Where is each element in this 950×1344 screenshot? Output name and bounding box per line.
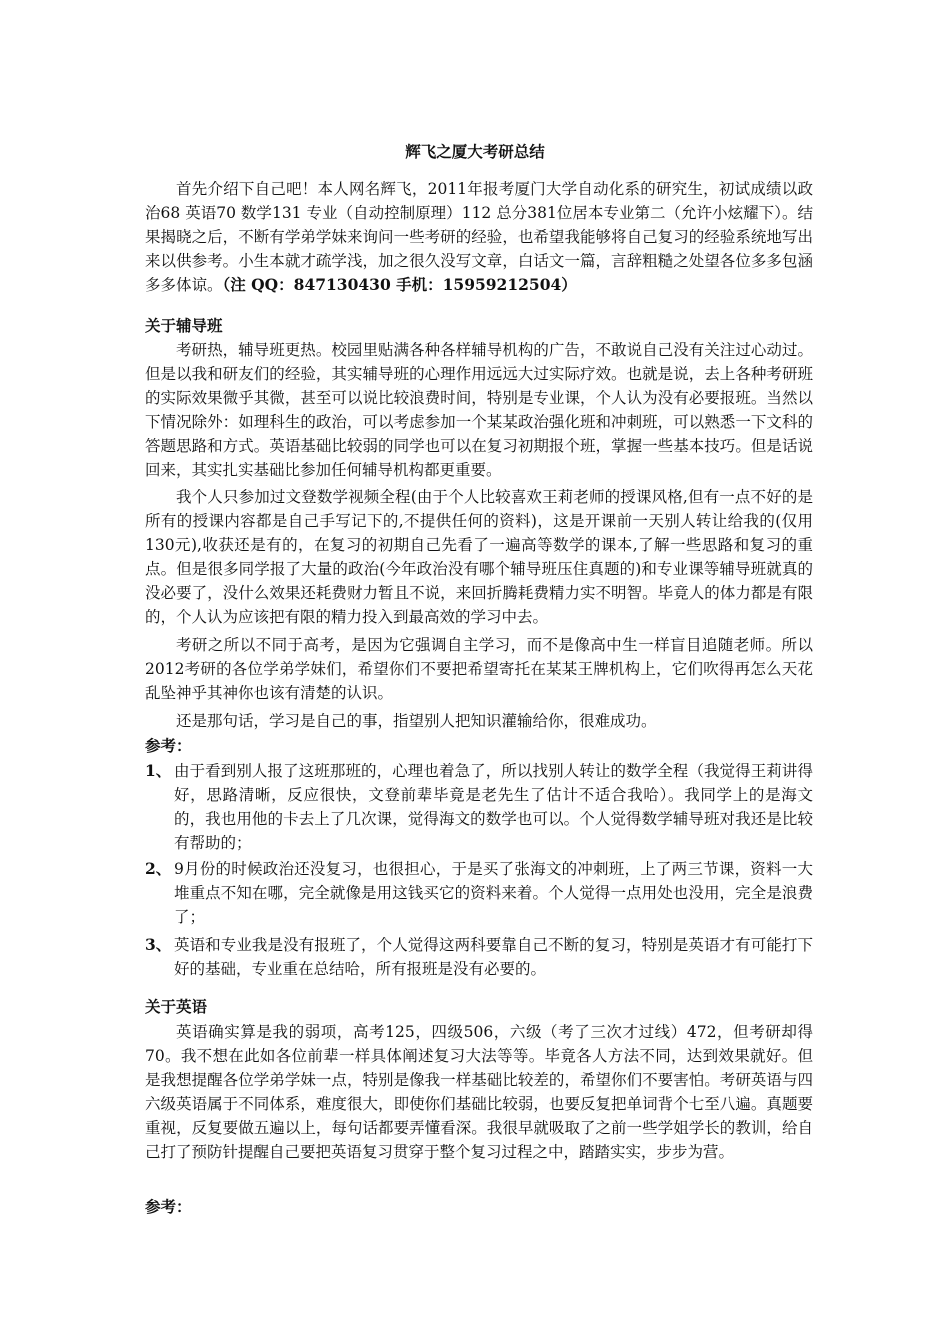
reference-item-1	[145, 759, 813, 855]
reference-number: 3、	[145, 935, 172, 954]
english-paragraph-1: 英语确实算是我的弱项，高考125，四级506，六级（考了三次才过线）472，但考研却得70。我不想在此如各位前辈一样具体阐述复习大法等等。毕竟各人方法不同，达到效果就好。但是我想提醒各位学弟学妹一点，特别是像我一样基础比较差的，希望你们不要害怕。考研英语与四六级英语属于不同体系，难度很大，即使你们基础比较弱，也要反复把单词背个七至八遍。真题要重视，反复要做五遍以上，每句话都要弄懂看深。我很早就吸取了之前一些学姐学长的教训，给自己打了预防针提醒自己要把英语复习贯穿于整个复习过程之中，踏踏实实，步步为营。	[145, 1023, 813, 1161]
reference-number: 1、	[145, 761, 172, 780]
section-heading-english: 关于英语	[145, 997, 208, 1016]
english-reference-label: 参考：	[145, 1197, 192, 1216]
reference-text: 由于看到别人报了这班那班的，心理也着急了，所以找别人转让的数学全程（我觉得王莉讲得好，思路清晰，反应很快，文登前辈毕竟是老先生了估计不适合我哈）。我同学上的是海文的，我也用他的卡去上了几次课，觉得海文的数学也可以。个人觉得数学辅导班对我还是比较有帮助的；	[174, 762, 813, 852]
tutoring-paragraph-4: 还是那句话，学习是自己的事，指望别人把知识灌输给你，很难成功。	[176, 712, 657, 730]
reference-item-3	[145, 933, 813, 981]
reference-item-2	[145, 857, 813, 929]
tutoring-paragraph-3: 考研之所以不同于高考，是因为它强调自主学习，而不是像高中生一样盲目追随老师。所以2012考研的各位学弟学妹们，希望你们不要把希望寄托在某某王牌机构上，它们吹得再怎么天花乱坠神乎其神你也该有清楚的认识。	[145, 636, 813, 702]
reference-text: 英语和专业我是没有报班了，个人觉得这两科要靠自己不断的复习，特别是英语才有可能打下好的基础，专业重在总结哈，所有报班是没有必要的。	[174, 936, 813, 978]
tutoring-paragraph-2: 我个人只参加过文登数学视频全程(由于个人比较喜欢王莉老师的授课风格,但有一点不好的是所有的授课内容都是自己手写记下的,不提供任何的资料)，这是开课前一天别人转让给我的(仅用130元),收获还是有的，在复习的初期自己先看了一遍高等数学的课本,了解一些思路和复习的重点。但是很多同学报了大量的政治(今年政治没有哪个辅导班压住真题的)和专业课等辅导班就真的没必要了，没什么效果还耗费财力暂且不说，来回折腾耗费精力实不明智。毕竟人的体力都是有限的，个人认为应该把有限的精力投入到最高效的学习中去。	[145, 488, 813, 626]
reference-text: 9月份的时候政治还没复习，也很担心，于是买了张海文的冲刺班，上了两三节课，资料一大堆重点不知在哪，完全就像是用这钱买它的资料来着。个人觉得一点用处也没用，完全是浪费了；	[174, 860, 813, 926]
tutoring-paragraph-1: 考研热，辅导班更热。校园里贴满各种各样辅导机构的广告，不敢说自己没有关注过心动过。但是以我和研友们的经验，其实辅导班的心理作用远远大过实际疗效。也就是说，去上各种考研班的实际效果微乎其微，甚至可以说比较浪费时间，特别是专业课，个人认为没有必要报班。当然以下情况除外：如理科生的政治，可以考虑参加一个某某政治强化班和冲刺班，可以熟悉一下文科的答题思路和方式。英语基础比较弱的同学也可以在复习初期报个班，掌握一些基本技巧。但是话说回来，其实扎实基础比参加任何辅导机构都更重要。	[145, 341, 813, 479]
document-title: 辉飞之厦大考研总结	[405, 142, 545, 161]
intro-paragraph	[145, 177, 813, 297]
section-heading-tutoring: 关于辅导班	[145, 316, 223, 335]
reference-number: 2、	[145, 859, 172, 878]
intro-text: 首先介绍下自己吧！本人网名辉飞，2011年报考厦门大学自动化系的研究生，初试成绩以政治68 英语70 数学131 专业（自动控制原理）112 总分381位居本专业第二（允许小炫耀下）。结果揭晓之后，不断有学弟学妹来询问一些考研的经验，也希望我能够将自己复习的经验系统地写出来以供参考。小生本就才疏学浅，加之很久没写文章，白话文一篇，言辞粗糙之处望各位多多包涵多多体谅。	[145, 180, 813, 294]
tutoring-reference-label: 参考：	[145, 736, 192, 755]
contact-info: （注 QQ：847130430 手机：15959212504）	[222, 275, 577, 294]
